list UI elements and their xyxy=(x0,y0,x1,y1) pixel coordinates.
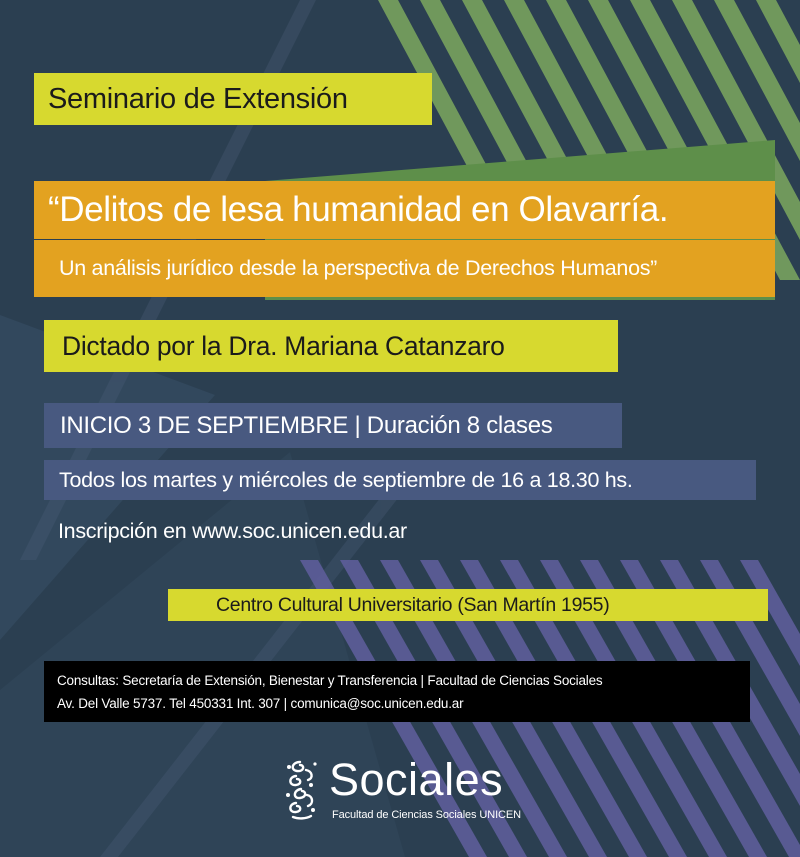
logo-name: Sociales xyxy=(329,754,504,805)
speaker-band xyxy=(44,320,618,372)
logo-tagline: Facultad de Ciencias Sociales UNICEN xyxy=(332,809,521,821)
schedule-text: Todos los martes y miércoles de septiembre de 16 a 18.30 hs. xyxy=(59,468,633,492)
seminar-band xyxy=(34,73,432,125)
venue-text: Centro Cultural Universitario (San Martín 1955) xyxy=(216,594,610,616)
contact-line-2: Av. Del Valle 5737. Tel 450331 Int. 307 | comunica@soc.unicen.edu.ar xyxy=(57,696,464,711)
seal-icon xyxy=(284,758,322,820)
start-date-text: INICIO 3 DE SEPTIEMBRE | Duración 8 clases xyxy=(60,412,553,439)
subtitle-band xyxy=(34,240,775,297)
schedule-band xyxy=(44,460,756,500)
poster-title: “Delitos de lesa humanidad en Olavarría. xyxy=(48,190,669,229)
title-band xyxy=(34,181,775,239)
contact-line-1: Consultas: Secretaría de Extensión, Bienestar y Transferencia | Facultad de Ciencias Sociales xyxy=(57,673,603,688)
contact-box xyxy=(44,661,750,722)
signup-text: Inscripción en www.soc.unicen.edu.ar xyxy=(58,519,407,543)
poster-subtitle: Un análisis jurídico desde la perspectiva de Derechos Humanos” xyxy=(59,256,658,280)
speaker-text: Dictado por la Dra. Mariana Catanzaro xyxy=(62,331,505,361)
seminar-label: Seminario de Extensión xyxy=(48,83,348,115)
start-date-band xyxy=(44,403,622,448)
faculty-logo xyxy=(284,754,544,834)
venue-band xyxy=(168,589,768,621)
